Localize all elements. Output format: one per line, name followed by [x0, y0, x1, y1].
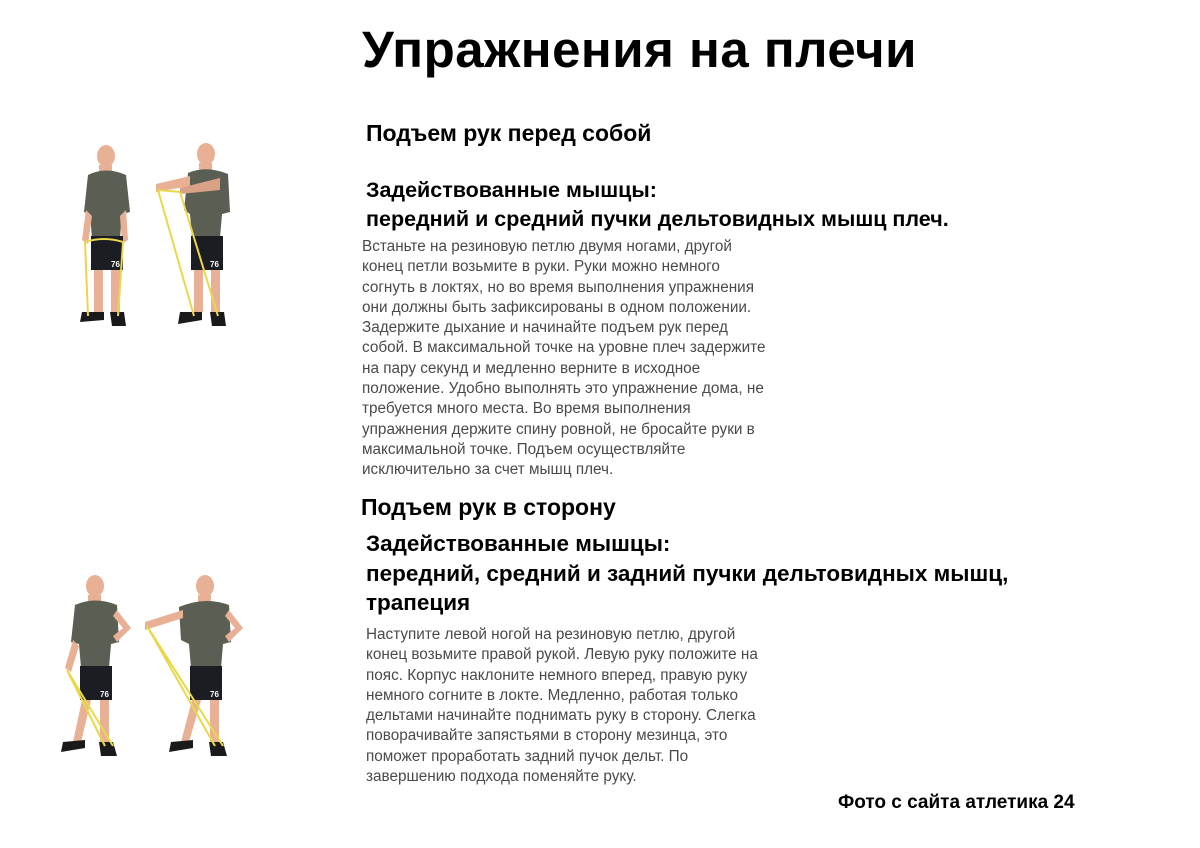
description-line: дельтами начинайте поднимать руку в сторону. Слегка — [366, 707, 756, 725]
description-line: Наступите левой ногой на резиновую петлю, другой — [366, 626, 736, 643]
exercise-2-muscles-text: трапеция — [366, 590, 471, 615]
description-line: исключительно за счет мышц плеч. — [362, 461, 614, 479]
description-line: завершению подхода поменяйте руку. — [366, 768, 637, 786]
exercise-1-muscles-label: Задействованные мышцы: — [366, 178, 657, 202]
photo-credit: Фото с сайта атлетика 24 — [838, 792, 1075, 813]
description-line: конец возьмите правой рукой. Левую руку положите на — [366, 646, 758, 664]
exercise-2-muscles-text: передний, средний и задний пучки дельтовидных мышц, — [366, 560, 1009, 586]
description-line: Задержите дыхание и начинайте подъем рук перед — [362, 319, 728, 337]
description-line: максимальной точке. Подъем осуществляйте — [362, 440, 686, 458]
exercise-2-muscles-label: Задействованные мышцы: — [366, 531, 671, 556]
jersey-number: 76 — [100, 690, 109, 699]
exercise-2-heading: Подъем рук в сторону — [361, 494, 616, 520]
description-line: поворачивайте запястьями в сторону мезинца, это — [366, 727, 728, 745]
description-line: упражнения держите спину ровной, не бросайте руки в — [362, 420, 755, 438]
jersey-number: 76 — [111, 260, 120, 269]
exercise-2-muscles — [366, 529, 1008, 618]
exercise-2-description — [366, 625, 758, 787]
exercise-1-muscles — [366, 176, 949, 234]
description-line: пояс. Корпус наклоните немного вперед, правую руку — [366, 666, 748, 684]
exercise-1-description — [362, 237, 765, 481]
page-title: Упражнения на плечи — [362, 21, 917, 78]
description-line: немного согните в локте. Медленно, работая только — [366, 686, 739, 704]
description-line: собой. В максимальной точке на уровне плеч задержите — [362, 339, 766, 357]
description-line: требуется много места. Во время выполнения — [362, 400, 691, 418]
description-line: поможет проработать задний пучок дельт. По — [366, 747, 689, 765]
athlete-end-position — [145, 575, 243, 756]
description-line: конец петли возьмите в руки. Руки можно немного — [362, 258, 720, 276]
jersey-number: 76 — [210, 260, 219, 269]
exercise-1-muscles-text: передний и средний пучки дельтовидных мышц плеч. — [366, 207, 949, 231]
description-line: на пару секунд и медленно верните в исходное — [362, 359, 701, 377]
exercise-1-heading: Подъем рук перед собой — [366, 120, 652, 146]
description-line: они должны быть зафиксированы в одном положении. — [362, 298, 752, 316]
description-line: положение. Удобно выполнять это упражнение дома, не — [362, 380, 764, 398]
athlete-start-position — [80, 145, 130, 326]
description-line: согнуть в локтях, но во время выполнения упражнения — [362, 278, 755, 296]
athlete-end-position — [156, 143, 230, 326]
description-line: Встаньте на резиновую петлю двумя ногами, другой — [362, 238, 732, 255]
athlete-start-position — [61, 575, 131, 756]
exercise-1-photo — [70, 140, 240, 336]
jersey-number: 76 — [210, 690, 219, 699]
exercise-2-photo — [55, 570, 250, 766]
